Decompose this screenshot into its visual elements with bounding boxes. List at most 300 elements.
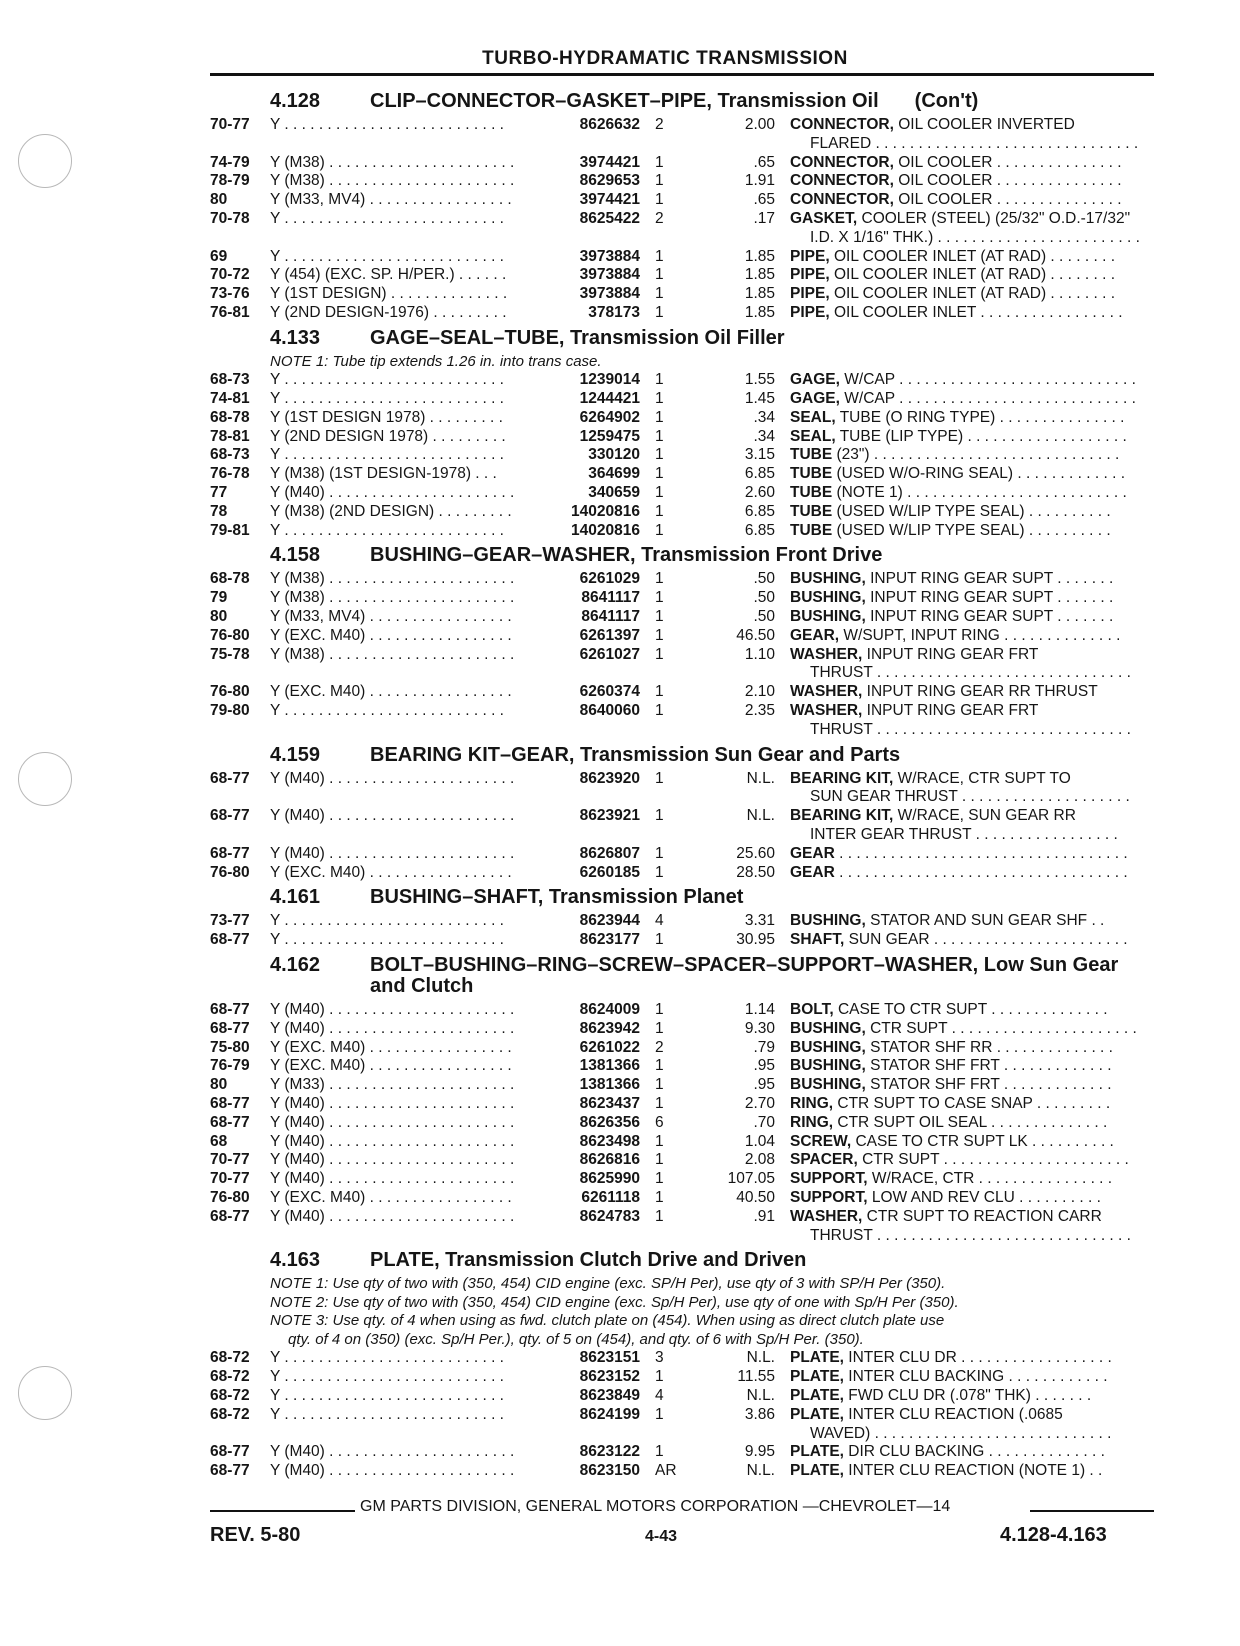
application: Y (M40) . . . . . . . . . . . . . . . . . . . . . .: [270, 769, 515, 787]
part-detail: CTR SUPT . . . . . . . . . . . . . . . . . . . . . .: [862, 1151, 1129, 1169]
model-years: 70-77: [210, 1170, 250, 1188]
footer-rule-right: [1030, 1510, 1154, 1512]
model-years: 76-78: [210, 465, 250, 483]
part-name: [790, 1039, 1154, 1058]
model-years: 79-81: [210, 521, 250, 539]
part-row: [210, 371, 1154, 390]
price: 9.30: [744, 1019, 775, 1037]
part-number: 6260185: [579, 863, 640, 881]
price: 1.10: [744, 645, 775, 663]
part-noun: TUBE: [790, 502, 833, 520]
part-row: [210, 1133, 1154, 1152]
footer-credit-line: [210, 1498, 1154, 1520]
application: Y (M33, MV4) . . . . . . . . . . . . . . . . .: [270, 608, 512, 626]
part-number: 340659: [588, 484, 640, 502]
part-row-continued: [210, 721, 1154, 740]
section-title-wrap: [370, 955, 1130, 997]
footer-credit: GM PARTS DIVISION, GENERAL MOTORS CORPORATION —CHEVROLET—14: [360, 1498, 951, 1515]
part-row: [210, 285, 1154, 304]
part-number: 14020816: [571, 502, 640, 520]
part-row: [210, 1387, 1154, 1406]
part-name: [790, 304, 1154, 323]
part-detail: (NOTE 1) . . . . . . . . . . . . . . . . . . . . . . . . . .: [836, 484, 1127, 502]
part-detail: INPUT RING GEAR FRT: [866, 645, 1039, 663]
model-years: 70-77: [210, 116, 250, 133]
price: 2.35: [744, 702, 775, 720]
application: Y (M40) . . . . . . . . . . . . . . . . . . . . . .: [270, 1132, 515, 1150]
part-noun: BUSHING,: [790, 912, 866, 930]
model-years: 80: [210, 191, 228, 209]
quantity: 1: [655, 769, 664, 787]
model-years: 76-81: [210, 303, 250, 321]
model-years: 74-79: [210, 153, 250, 171]
part-number: 8623437: [579, 1094, 640, 1112]
part-name: [790, 1462, 1154, 1481]
price: 6.85: [744, 502, 775, 520]
section-range: 4.128-4.163: [1000, 1524, 1107, 1546]
part-number: 8626816: [579, 1151, 640, 1169]
part-number: 8623122: [579, 1443, 640, 1461]
part-detail: FWD CLU DR (.078" THK) . . . . . . .: [848, 1386, 1092, 1404]
part-name: [790, 154, 1154, 173]
part-noun: PLATE,: [790, 1405, 844, 1423]
part-row: [210, 627, 1154, 646]
part-row: [210, 191, 1154, 210]
part-detail: CASE TO CTR SUPT . . . . . . . . . . . . . .: [837, 1000, 1108, 1018]
part-noun: PLATE,: [790, 1349, 844, 1367]
quantity: 1: [655, 1000, 664, 1018]
application: Y . . . . . . . . . . . . . . . . . . . . . . . . . .: [270, 1386, 504, 1404]
part-detail: LOW AND REV CLU . . . . . . . . . .: [871, 1188, 1101, 1206]
part-name: [790, 608, 1154, 627]
price: 46.50: [736, 626, 775, 644]
part-detail: INTER CLU BACKING . . . . . . . . . . . .: [848, 1368, 1108, 1386]
part-number: 8626807: [579, 844, 640, 862]
model-years: 68-77: [210, 807, 250, 825]
quantity: 1: [655, 1207, 664, 1225]
part-number: 8623150: [579, 1462, 640, 1480]
part-detail: W/RACE, CTR SUPT TO: [897, 769, 1071, 787]
part-name: [790, 702, 1154, 721]
part-name: [790, 807, 1154, 826]
part-row: [210, 465, 1154, 484]
application: Y (M40) . . . . . . . . . . . . . . . . . . . . . .: [270, 1000, 515, 1018]
part-detail: OIL COOLER INVERTED: [898, 116, 1075, 133]
section-heading: [210, 955, 1154, 997]
model-years: 74-81: [210, 390, 250, 408]
part-noun: GEAR,: [790, 626, 840, 644]
part-detail-continued: THRUST . . . . . . . . . . . . . . . . . . . . . . . . . . . . . .: [810, 720, 1131, 738]
quantity: 1: [655, 702, 664, 720]
model-years: 68-77: [210, 844, 250, 862]
part-noun: PLATE,: [790, 1368, 844, 1386]
part-noun: SPACER,: [790, 1151, 858, 1169]
part-name: [790, 1349, 1154, 1368]
quantity: 1: [655, 626, 664, 644]
application: Y (EXC. M40) . . . . . . . . . . . . . . . . .: [270, 863, 512, 881]
model-years: 68-77: [210, 1462, 250, 1480]
price: 2.08: [744, 1151, 775, 1169]
quantity: 2: [655, 209, 664, 227]
part-row: [210, 1349, 1154, 1368]
part-number: 1239014: [579, 371, 640, 389]
application: Y . . . . . . . . . . . . . . . . . . . . . . . . . .: [270, 371, 504, 389]
price: 2.10: [744, 683, 775, 701]
part-name: [790, 589, 1154, 608]
quantity: 1: [655, 1368, 664, 1386]
model-years: 78: [210, 502, 228, 520]
price: 3.86: [744, 1405, 775, 1423]
price: .65: [753, 191, 775, 209]
part-noun: GEAR: [790, 863, 835, 881]
part-name: [790, 522, 1154, 541]
price: .34: [753, 427, 775, 445]
part-row-continued: [210, 788, 1154, 807]
application: Y (EXC. M40) . . . . . . . . . . . . . . . . .: [270, 1038, 512, 1056]
application: Y (M40) . . . . . . . . . . . . . . . . . . . . . .: [270, 1094, 515, 1112]
part-row: [210, 154, 1154, 173]
part-name: [790, 191, 1154, 210]
application: Y . . . . . . . . . . . . . . . . . . . . . . . . . .: [270, 1405, 504, 1423]
part-noun: BUSHING,: [790, 608, 866, 626]
part-row: [210, 1001, 1154, 1020]
part-row: [210, 522, 1154, 541]
price: 1.91: [744, 172, 775, 190]
price: 28.50: [736, 863, 775, 881]
model-years: 75-80: [210, 1038, 250, 1056]
application: Y (M40) . . . . . . . . . . . . . . . . . . . . . .: [270, 484, 515, 502]
header-rule: [210, 73, 1154, 76]
part-row: [210, 503, 1154, 522]
part-name: [790, 465, 1154, 484]
section-title: BEARING KIT–GEAR, Transmission Sun Gear and Parts: [370, 743, 901, 766]
price: .70: [753, 1113, 775, 1131]
part-detail-continued: INTER GEAR THRUST . . . . . . . . . . . . . . . . .: [810, 826, 1118, 843]
part-noun: BUSHING,: [790, 1076, 866, 1094]
application: Y (M38) (2ND DESIGN) . . . . . . . . .: [270, 502, 512, 520]
application: Y . . . . . . . . . . . . . . . . . . . . . . . . . .: [270, 209, 504, 227]
part-noun: BUSHING,: [790, 1019, 866, 1037]
section-title-wrap: [370, 545, 1130, 566]
part-row: [210, 864, 1154, 883]
part-name: [790, 1133, 1154, 1152]
model-years: 80: [210, 608, 228, 626]
section-title: BUSHING–SHAFT, Transmission Planet: [370, 886, 744, 909]
part-detail: OIL COOLER INLET . . . . . . . . . . . . . . . . .: [833, 303, 1123, 321]
model-years: 68-72: [210, 1349, 250, 1367]
section-title: CLIP–CONNECTOR–GASKET–PIPE, Transmission Oil: [370, 90, 879, 112]
part-number: 6261027: [579, 645, 640, 663]
section-title-wrap: [370, 91, 1130, 112]
price: .91: [753, 1207, 775, 1225]
model-years: 73-76: [210, 285, 250, 303]
part-noun: WASHER,: [790, 683, 863, 701]
application: Y . . . . . . . . . . . . . . . . . . . . . . . . . .: [270, 1349, 504, 1367]
part-name: [790, 1114, 1154, 1133]
section-title: BOLT–BUSHING–RING–SCREW–SPACER–SUPPORT–WASHER, Low Sun Gear and Clutch: [370, 953, 1119, 997]
part-number: 8623177: [579, 931, 640, 949]
application: Y (M38) . . . . . . . . . . . . . . . . . . . . . .: [270, 570, 515, 588]
application: Y . . . . . . . . . . . . . . . . . . . . . . . . . .: [270, 446, 504, 464]
model-years: 70-78: [210, 209, 250, 227]
part-number: 1381366: [579, 1076, 640, 1094]
page-number: 4-43: [645, 1528, 678, 1545]
price: 1.14: [744, 1000, 775, 1018]
part-row: [210, 931, 1154, 950]
part-number: 8641117: [581, 608, 640, 626]
part-number: 1381366: [579, 1057, 640, 1075]
part-row: [210, 1406, 1154, 1425]
quantity: 1: [655, 1188, 664, 1206]
application: Y (EXC. M40) . . . . . . . . . . . . . . . . .: [270, 626, 512, 644]
part-detail: (USED W/LIP TYPE SEAL) . . . . . . . . . .: [836, 502, 1111, 520]
part-name: [790, 1020, 1154, 1039]
price: 1.85: [744, 285, 775, 303]
part-number: 8624783: [579, 1207, 640, 1225]
price: 1.45: [744, 390, 775, 408]
part-name: [790, 845, 1154, 864]
section-note: qty. of 4 on (350) (exc. Sp/H Per.), qty. of 5 on (454), and qty. of 6 with Sp/H Per. (350).: [288, 1330, 864, 1348]
application: Y (M40) . . . . . . . . . . . . . . . . . . . . . .: [270, 807, 515, 825]
part-detail-continued: SUN GEAR THRUST . . . . . . . . . . . . . . . . . . . .: [810, 788, 1130, 806]
price: 6.85: [744, 521, 775, 539]
price: .50: [753, 570, 775, 588]
quantity: 1: [655, 390, 664, 408]
quantity: 1: [655, 1076, 664, 1094]
part-row: [210, 446, 1154, 465]
part-detail: INPUT RING GEAR SUPT . . . . . . .: [870, 608, 1114, 626]
part-row: [210, 1368, 1154, 1387]
part-row-continued: [210, 664, 1154, 683]
price: .34: [753, 408, 775, 426]
price: 1.04: [744, 1132, 775, 1150]
part-noun: SEAL,: [790, 427, 836, 445]
part-detail-continued: THRUST . . . . . . . . . . . . . . . . . . . . . . . . . . . . . .: [810, 664, 1131, 682]
part-detail: OIL COOLER INLET (AT RAD) . . . . . . . .: [833, 266, 1116, 284]
application: Y (M38) . . . . . . . . . . . . . . . . . . . . . .: [270, 153, 515, 171]
part-detail: . . . . . . . . . . . . . . . . . . . . . . . . . . . . . . . . . .: [839, 844, 1128, 862]
part-row: [210, 845, 1154, 864]
part-row: [210, 1151, 1154, 1170]
application: Y (M33, MV4) . . . . . . . . . . . . . . . . .: [270, 191, 512, 209]
quantity: 1: [655, 153, 664, 171]
part-row: [210, 409, 1154, 428]
section-title-wrap: [370, 745, 1130, 766]
model-years: 79: [210, 589, 228, 607]
part-noun: CONNECTOR,: [790, 153, 894, 171]
part-row: [210, 912, 1154, 931]
price: N.L.: [746, 1462, 775, 1480]
price: .17: [753, 209, 775, 227]
model-years: 68-77: [210, 1000, 250, 1018]
part-name: [790, 1001, 1154, 1020]
application: Y . . . . . . . . . . . . . . . . . . . . . . . . . .: [270, 1368, 504, 1386]
part-detail: STATOR SHF RR . . . . . . . . . . . . . .: [870, 1038, 1113, 1056]
model-years: 79-80: [210, 702, 250, 720]
part-noun: RING,: [790, 1113, 834, 1131]
part-name: [790, 770, 1154, 789]
quantity: 1: [655, 1132, 664, 1150]
part-row: [210, 248, 1154, 267]
part-row: [210, 1039, 1154, 1058]
quantity: 1: [655, 1094, 664, 1112]
part-name: [790, 1387, 1154, 1406]
section-note: NOTE 2: Use qty of two with (350, 454) CID engine (exc. Sp/H Per), use qty of one with Sp/H Per (350).: [270, 1293, 959, 1311]
section-continued: (Con't): [914, 90, 979, 112]
application: Y (M40) . . . . . . . . . . . . . . . . . . . . . .: [270, 1207, 515, 1225]
part-row: [210, 304, 1154, 323]
price: 107.05: [727, 1170, 775, 1188]
section-number: 4.163: [270, 1249, 321, 1272]
part-name: [790, 931, 1154, 950]
section-heading: [210, 887, 1154, 908]
quantity: 4: [655, 912, 664, 930]
part-name: [790, 116, 1154, 135]
section-heading: [210, 1250, 1154, 1271]
part-noun: WASHER,: [790, 645, 863, 663]
punch-hole: [18, 752, 72, 806]
part-number: 378173: [588, 303, 640, 321]
part-detail: (USED W/LIP TYPE SEAL) . . . . . . . . . .: [836, 521, 1111, 539]
part-noun: BEARING KIT,: [790, 807, 894, 825]
quantity: 1: [655, 1443, 664, 1461]
quantity: 1: [655, 608, 664, 626]
part-number: 8624009: [579, 1000, 640, 1018]
section-title: GAGE–SEAL–TUBE, Transmission Oil Filler: [370, 326, 785, 349]
part-row-continued: [210, 826, 1154, 845]
price: .79: [753, 1038, 775, 1056]
part-detail: STATOR AND SUN GEAR SHF . .: [870, 912, 1105, 930]
model-years: 68-72: [210, 1405, 250, 1423]
part-number: 8623849: [579, 1386, 640, 1404]
part-number: 3974421: [579, 191, 640, 209]
price: 3.31: [744, 912, 775, 930]
part-detail: OIL COOLER INLET (AT RAD) . . . . . . . .: [833, 285, 1116, 303]
part-detail: CTR SUPT . . . . . . . . . . . . . . . . . . . . . .: [870, 1019, 1137, 1037]
application: Y (M38) . . . . . . . . . . . . . . . . . . . . . .: [270, 645, 515, 663]
part-detail: W/SUPT, INPUT RING . . . . . . . . . . . . . .: [843, 626, 1121, 644]
part-noun: GAGE,: [790, 390, 840, 408]
part-number: 8623152: [579, 1368, 640, 1386]
part-name: [790, 1057, 1154, 1076]
part-number: 330120: [588, 446, 640, 464]
part-number: 8626356: [579, 1113, 640, 1131]
quantity: 1: [655, 303, 664, 321]
part-detail: CTR SUPT OIL SEAL . . . . . . . . . . . . . .: [837, 1113, 1108, 1131]
quantity: 1: [655, 266, 664, 284]
quantity: 1: [655, 484, 664, 502]
model-years: 73-77: [210, 912, 250, 930]
part-detail: CASE TO CTR SUPT LK . . . . . . . . . .: [855, 1132, 1114, 1150]
quantity: 1: [655, 1151, 664, 1169]
part-noun: GASKET,: [790, 209, 858, 227]
part-detail: CTR SUPT TO REACTION CARR: [866, 1207, 1102, 1225]
section-heading: [210, 745, 1154, 766]
part-name: [790, 285, 1154, 304]
part-row: [210, 702, 1154, 721]
part-detail: INPUT RING GEAR FRT: [866, 702, 1039, 720]
application: Y (EXC. M40) . . . . . . . . . . . . . . . . .: [270, 1057, 512, 1075]
part-name: [790, 912, 1154, 931]
price: 6.85: [744, 465, 775, 483]
quantity: 1: [655, 931, 664, 949]
model-years: 68-77: [210, 931, 250, 949]
quantity: 1: [655, 446, 664, 464]
section-number: 4.133: [270, 326, 321, 349]
application: Y (M38) (1ST DESIGN-1978) . . .: [270, 465, 497, 483]
price: N.L.: [746, 1349, 775, 1367]
application: Y (EXC. M40) . . . . . . . . . . . . . . . . .: [270, 683, 512, 701]
section-number: 4.162: [270, 953, 321, 976]
part-name: [790, 1076, 1154, 1095]
price: .95: [753, 1076, 775, 1094]
application: Y (454) (EXC. SP. H/PER.) . . . . . .: [270, 266, 507, 284]
part-number: 8625990: [579, 1170, 640, 1188]
part-number: 6260374: [579, 683, 640, 701]
part-noun: GAGE,: [790, 371, 840, 389]
part-number: 6261397: [579, 626, 640, 644]
model-years: 68: [210, 1132, 228, 1150]
part-noun: CONNECTOR,: [790, 191, 894, 209]
part-detail: INPUT RING GEAR RR THRUST: [866, 683, 1098, 701]
model-years: 76-80: [210, 626, 250, 644]
model-years: 68-78: [210, 408, 250, 426]
part-noun: SUPPORT,: [790, 1188, 868, 1206]
part-detail: OIL COOLER . . . . . . . . . . . . . . .: [898, 153, 1122, 171]
application: Y (M40) . . . . . . . . . . . . . . . . . . . . . .: [270, 1151, 515, 1169]
part-number: 8640060: [579, 702, 640, 720]
part-detail: OIL COOLER . . . . . . . . . . . . . . .: [898, 191, 1122, 209]
part-number: 8623920: [579, 769, 640, 787]
punch-hole: [18, 134, 72, 188]
part-noun: SCREW,: [790, 1132, 852, 1150]
part-row: [210, 683, 1154, 702]
application: Y (M40) . . . . . . . . . . . . . . . . . . . . . .: [270, 1170, 515, 1188]
price: 1.55: [744, 371, 775, 389]
part-name: [790, 864, 1154, 883]
part-row: [210, 1462, 1154, 1481]
part-noun: BUSHING,: [790, 1057, 866, 1075]
model-years: 68-77: [210, 769, 250, 787]
part-number: 3973884: [579, 266, 640, 284]
section-title-wrap: [370, 1250, 1130, 1271]
part-row: [210, 608, 1154, 627]
part-number: 364699: [588, 465, 640, 483]
part-name: [790, 1151, 1154, 1170]
application: Y (1ST DESIGN 1978) . . . . . . . . .: [270, 408, 503, 426]
price: 1.85: [744, 266, 775, 284]
quantity: 1: [655, 247, 664, 265]
part-row-continued: [210, 1227, 1154, 1246]
part-number: 6261118: [581, 1188, 640, 1206]
part-name: [790, 428, 1154, 447]
part-row: [210, 116, 1154, 135]
part-noun: CONNECTOR,: [790, 172, 894, 190]
model-years: 76-80: [210, 683, 250, 701]
part-number: 1244421: [579, 390, 640, 408]
quantity: 1: [655, 570, 664, 588]
part-name: [790, 683, 1154, 702]
quantity: 1: [655, 807, 664, 825]
section-title: PLATE, Transmission Clutch Drive and Driven: [370, 1249, 807, 1272]
model-years: 75-78: [210, 645, 250, 663]
section-number: 4.158: [270, 544, 321, 567]
quantity: AR: [655, 1462, 677, 1480]
section-note: NOTE 1: Use qty of two with (350, 454) CID engine (exc. SP/H Per), use qty of 3 with SP/H Per (350).: [270, 1275, 946, 1293]
footer-rule-left: [210, 1510, 355, 1512]
section-number: 4.128: [270, 90, 321, 112]
part-name: [790, 1208, 1154, 1227]
